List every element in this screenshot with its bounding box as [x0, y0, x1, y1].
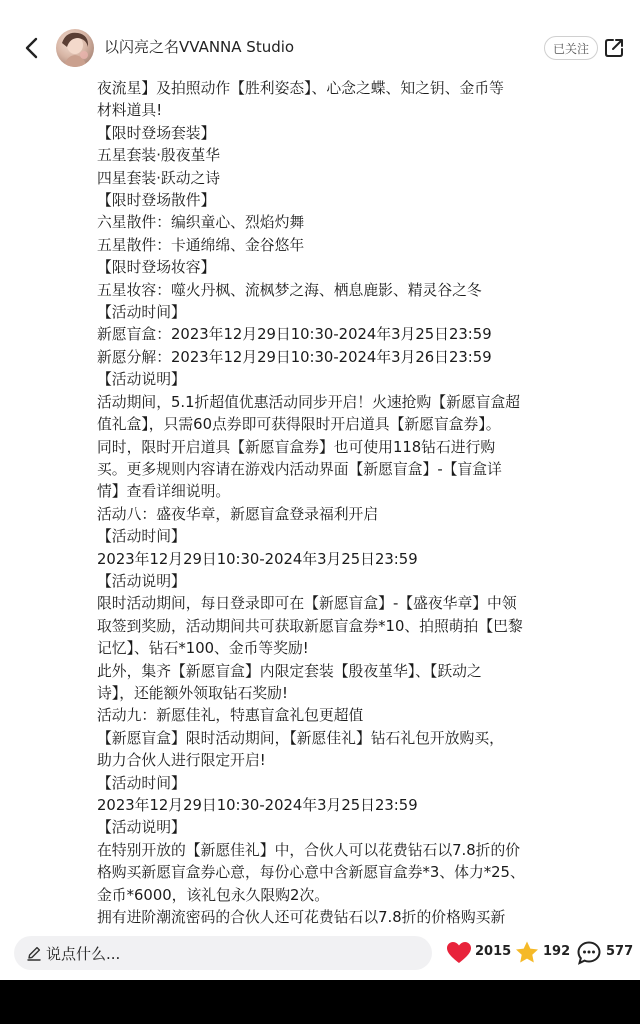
article-line: 【活动说明】 [97, 572, 186, 590]
article-line: 五星散件：卡通绵绵、金谷悠年 [97, 236, 305, 254]
article-line: 【限时登场妆容】 [97, 259, 216, 277]
article-line: 【活动时间】 [97, 774, 186, 792]
system-navigation-bar [0, 980, 640, 1024]
author-avatar[interactable] [56, 29, 94, 67]
article-line: 限时活动期间，每日登录即可在【新愿盲盒】-【盛夜华章】中领 [97, 595, 517, 613]
article-line: 助力合伙人进行限定开启! [97, 752, 266, 770]
article-line: 值礼盒】，只需60点券即可获得限时开启道具【新愿盲盒券】。 [97, 416, 501, 434]
comment-button[interactable] [576, 938, 636, 968]
article-line: 新愿盲盒：2023年12月29日10:30-2024年3月25日23:59 [97, 326, 492, 344]
article-line: 2023年12月29日10:30-2024年3月25日23:59 [97, 797, 418, 814]
comment-count: 577 [606, 944, 634, 959]
comment-placeholder: 说点什么... [46, 945, 121, 963]
share-icon[interactable] [602, 36, 626, 60]
article-line: 夜流星】及拍照动作【胜利姿态】、心念之蝶、知之钥、金币等 [97, 80, 504, 97]
article-line: 【新愿盲盒】限时活动期间，【新愿佳礼】钻石礼包开放购买， [97, 729, 504, 747]
article-line: 【活动时间】 [97, 528, 186, 546]
heart-icon [446, 940, 472, 966]
article-line: 格购买新愿盲盒券心意，每份心意中含新愿盲盒券*3、体力*25、 [97, 864, 525, 882]
article-line: 此外，集齐【新愿盲盒】内限定套装【殷夜堇华】、【跃动之 [97, 662, 482, 680]
pen-icon [26, 945, 42, 961]
article-line: 【限时登场散件】 [97, 192, 216, 210]
article-line: 四星套装·跃动之诗 [97, 169, 221, 187]
article-line: 【限时登场套装】 [97, 124, 216, 142]
author-name[interactable]: 以闪亮之名VVANNA Studio [104, 38, 295, 56]
article-line: 取签到奖励，活动期间共可获取新愿盲盒券*10、拍照萌拍【巴黎 [97, 617, 523, 635]
article-line: 买。更多规则内容请在游戏内活动界面【新愿盲盒】-【盲盒详 [97, 460, 502, 478]
article-body [97, 78, 547, 929]
like-button[interactable] [446, 938, 512, 968]
like-count: 2015 [475, 944, 512, 959]
article-line: 活动九：新愿佳礼，特惠盲盒礼包更超值 [97, 707, 364, 725]
bottom-action-bar [0, 926, 640, 980]
follow-button[interactable]: 已关注 [544, 36, 598, 60]
star-count: 192 [543, 944, 571, 959]
article-line: 记忆】、钻石*100、金币等奖励! [97, 640, 309, 658]
back-arrow-icon[interactable] [18, 34, 46, 62]
article-line: 活动八：盛夜华章，新愿盲盒登录福利开启 [97, 505, 379, 523]
comment-input[interactable] [14, 936, 432, 970]
article-line: 材料道具! [97, 102, 163, 120]
heart-shape [447, 942, 471, 963]
article-line: 新愿分解：2023年12月29日10:30-2024年3月26日23:59 [97, 348, 492, 366]
article-line: 五星套装·殷夜堇华 [97, 147, 221, 165]
article-line: 情】查看详细说明。 [97, 483, 231, 501]
favorite-button[interactable] [514, 938, 570, 968]
article-line: 在特别开放的【新愿佳礼】中，合伙人可以花费钻石以7.8折的价 [97, 841, 521, 859]
article-line: 【活动说明】 [97, 819, 186, 837]
article-line: 【活动时间】 [97, 304, 186, 322]
article-line: 活动期间，5.1折超值优惠活动同步开启！火速抢购【新愿盲盒超 [97, 393, 521, 411]
article-line: 【活动说明】 [97, 371, 186, 389]
article-line: 拥有进阶潮流密码的合伙人还可花费钻石以7.8折的价格购买新 [97, 909, 506, 927]
article-line: 诗】，还能额外领取钻石奖励! [97, 684, 288, 702]
comment-bubble-icon [576, 940, 602, 966]
article-line: 同时，限时开启道具【新愿盲盒券】也可使用118钻石进行购 [97, 438, 496, 456]
star-shape [516, 942, 538, 963]
article-line: 金币*6000，该礼包永久限购2次。 [97, 886, 330, 904]
star-icon [514, 940, 540, 966]
article-line: 五星妆容：噬火丹枫、流枫梦之海、栖息鹿影、精灵谷之冬 [97, 281, 482, 299]
article-line: 2023年12月29日10:30-2024年3月25日23:59 [97, 550, 418, 568]
article-line: 六星散件：编织童心、烈焰灼舞 [97, 214, 305, 232]
